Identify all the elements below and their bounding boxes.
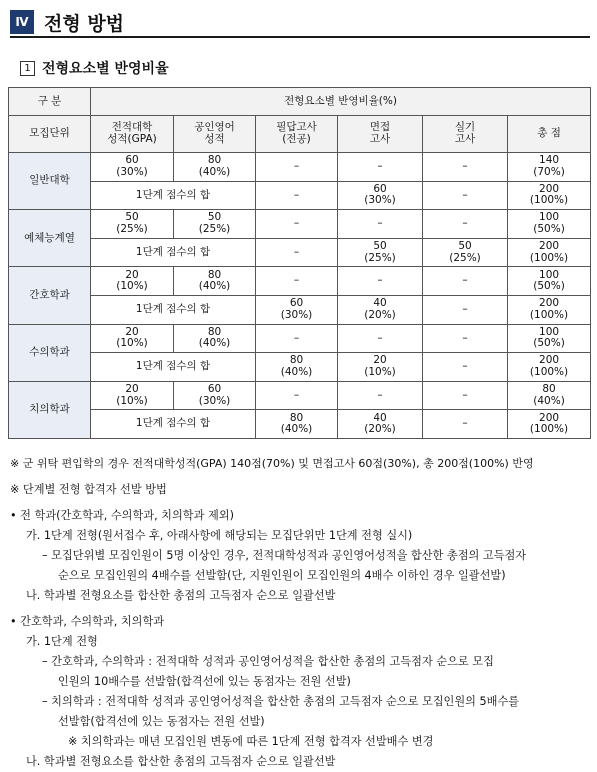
score-cell: 80 (40%) (256, 353, 338, 382)
section-title: 전형 방법 (44, 13, 125, 35)
item-dental-note: ※ 치의학과는 매년 모집인원 변동에 따른 1단계 전형 합격자 선발배수 변경 (68, 735, 434, 748)
item-stage1-detail-1: – 모집단위별 모집인원이 5명 이상인 경우, 전적대학성적과 공인영어성적을 합산한 총점의 고득점자 (42, 549, 527, 562)
note-stage-title: ※ 단계별 전형 합격자 선발 방법 (10, 483, 167, 496)
table-row (9, 381, 591, 410)
item-nursing-vet-1: – 간호학과, 수의학과 : 전적대학 성적과 공인영어성적을 합산한 총점의 고득점자 순으로 모집 (42, 655, 494, 668)
score-cell: 80 (40%) (174, 324, 256, 353)
subsection-title: 전형요소별 반영비율 (42, 61, 169, 77)
table-row (9, 353, 591, 382)
score-cell: 60 (30%) (174, 381, 256, 410)
subsection-header (20, 58, 169, 78)
score-cell: – (256, 238, 338, 267)
stage-sum-cell: 1단계 점수의 합 (91, 353, 256, 382)
stage-sum-cell: 1단계 점수의 합 (91, 181, 256, 210)
section-header (10, 8, 590, 38)
score-cell: 80 (40%) (174, 153, 256, 182)
score-cell: 50 (25%) (174, 210, 256, 239)
item-nursing-vet-2: 인원의 10배수를 선발함(합격선에 있는 동점자는 전원 선발) (58, 675, 351, 688)
score-cell: – (423, 267, 508, 296)
score-cell: 60 (30%) (91, 153, 174, 182)
table-row (9, 410, 591, 439)
score-cell: – (423, 210, 508, 239)
item-stage1-special: 가. 1단계 전형 (26, 635, 98, 648)
score-cell: – (423, 153, 508, 182)
score-cell: 200 (100%) (508, 353, 591, 382)
unit-cell: 수의학과 (9, 324, 91, 381)
unit-cell: 치의학과 (9, 381, 91, 438)
score-cell: – (423, 295, 508, 324)
score-cell: 60 (30%) (256, 295, 338, 324)
score-cell: 50 (25%) (338, 238, 423, 267)
score-cell: – (256, 153, 338, 182)
col-header-practical: 실기 고사 (423, 116, 508, 153)
score-cell: 80 (40%) (508, 381, 591, 410)
ratio-table (8, 87, 591, 439)
col-header-english: 공인영어 성적 (174, 116, 256, 153)
score-cell: – (338, 267, 423, 296)
bullet-special-depts: • 간호학과, 수의학과, 치의학과 (10, 615, 165, 628)
item-bulk-select-2: 나. 학과별 전형요소를 합산한 총점의 고득점자 순으로 일괄선발 (26, 755, 336, 768)
stage-sum-cell: 1단계 점수의 합 (91, 410, 256, 439)
subsection-number-box: 1 (20, 61, 35, 76)
score-cell: 40 (20%) (338, 410, 423, 439)
score-cell: – (338, 210, 423, 239)
stage-sum-cell: 1단계 점수의 합 (91, 238, 256, 267)
col-header-gpa: 전적대학 성적(GPA) (91, 116, 174, 153)
category-header: 구 분 (9, 88, 91, 116)
unit-cell: 일반대학 (9, 153, 91, 210)
score-cell: – (256, 210, 338, 239)
item-stage1-detail-2: 순으로 모집인원의 4배수를 선발함(단, 지원인원이 모집인원의 4배수 이하인 경우 일괄선발) (58, 569, 506, 582)
score-cell: 200 (100%) (508, 410, 591, 439)
score-cell: – (423, 353, 508, 382)
stage-sum-cell: 1단계 점수의 합 (91, 295, 256, 324)
score-cell: 100 (50%) (508, 324, 591, 353)
score-cell: – (338, 153, 423, 182)
score-cell: – (256, 381, 338, 410)
score-cell: 200 (100%) (508, 181, 591, 210)
score-cell: 20 (10%) (91, 381, 174, 410)
score-cell: – (423, 324, 508, 353)
col-header-written: 필답고사 (전공) (256, 116, 338, 153)
table-row (9, 153, 591, 182)
table-subheader-row (9, 116, 591, 153)
score-cell: 50 (25%) (423, 238, 508, 267)
score-cell: – (338, 381, 423, 410)
score-cell: – (256, 324, 338, 353)
unit-cell: 예체능계열 (9, 210, 91, 267)
item-dental-1: – 치의학과 : 전적대학 성적과 공인영어성적을 합산한 총점의 고득점자 순으로 모집인원의 5배수를 (42, 695, 520, 708)
table-row (9, 210, 591, 239)
score-cell: 20 (10%) (91, 324, 174, 353)
table-row (9, 238, 591, 267)
score-cell: 40 (20%) (338, 295, 423, 324)
score-cell: – (423, 181, 508, 210)
table-row (9, 267, 591, 296)
col-header-interview: 면접 고사 (338, 116, 423, 153)
section-number-badge: Ⅳ (10, 10, 34, 34)
score-cell: 20 (10%) (338, 353, 423, 382)
score-cell: – (256, 181, 338, 210)
col-header-total: 총 점 (508, 116, 591, 153)
score-cell: 80 (40%) (174, 267, 256, 296)
score-cell: – (256, 267, 338, 296)
table-row (9, 324, 591, 353)
note-military: ※ 군 위탁 편입학의 경우 전적대학성적(GPA) 140점(70%) 및 면접고사 60점(30%), 총 200점(100%) 반영 (10, 457, 534, 470)
score-cell: 200 (100%) (508, 295, 591, 324)
score-cell: – (338, 324, 423, 353)
bullet-all-depts: • 전 학과(간호학과, 수의학과, 치의학과 제외) (10, 509, 234, 522)
score-cell: 20 (10%) (91, 267, 174, 296)
score-cell: 60 (30%) (338, 181, 423, 210)
item-stage1: 가. 1단계 전형(원서접수 후, 아래사항에 해당되는 모집단위만 1단계 전형 실시) (26, 529, 413, 542)
score-cell: 80 (40%) (256, 410, 338, 439)
table-body (9, 153, 591, 439)
table-header-row (9, 88, 591, 116)
score-cell: – (423, 410, 508, 439)
score-cell: 50 (25%) (91, 210, 174, 239)
ratio-header: 전형요소별 반영비율(%) (91, 88, 591, 116)
item-bulk-select-1: 나. 학과별 전형요소를 합산한 총점의 고득점자 순으로 일괄선발 (26, 589, 336, 602)
score-cell: 100 (50%) (508, 267, 591, 296)
table-row (9, 295, 591, 324)
score-cell: – (423, 381, 508, 410)
table-row (9, 181, 591, 210)
unit-cell: 간호학과 (9, 267, 91, 324)
item-dental-2: 선발함(합격선에 있는 동점자는 전원 선발) (58, 715, 265, 728)
unit-header: 모집단위 (9, 116, 91, 153)
score-cell: 140 (70%) (508, 153, 591, 182)
score-cell: 100 (50%) (508, 210, 591, 239)
score-cell: 200 (100%) (508, 238, 591, 267)
